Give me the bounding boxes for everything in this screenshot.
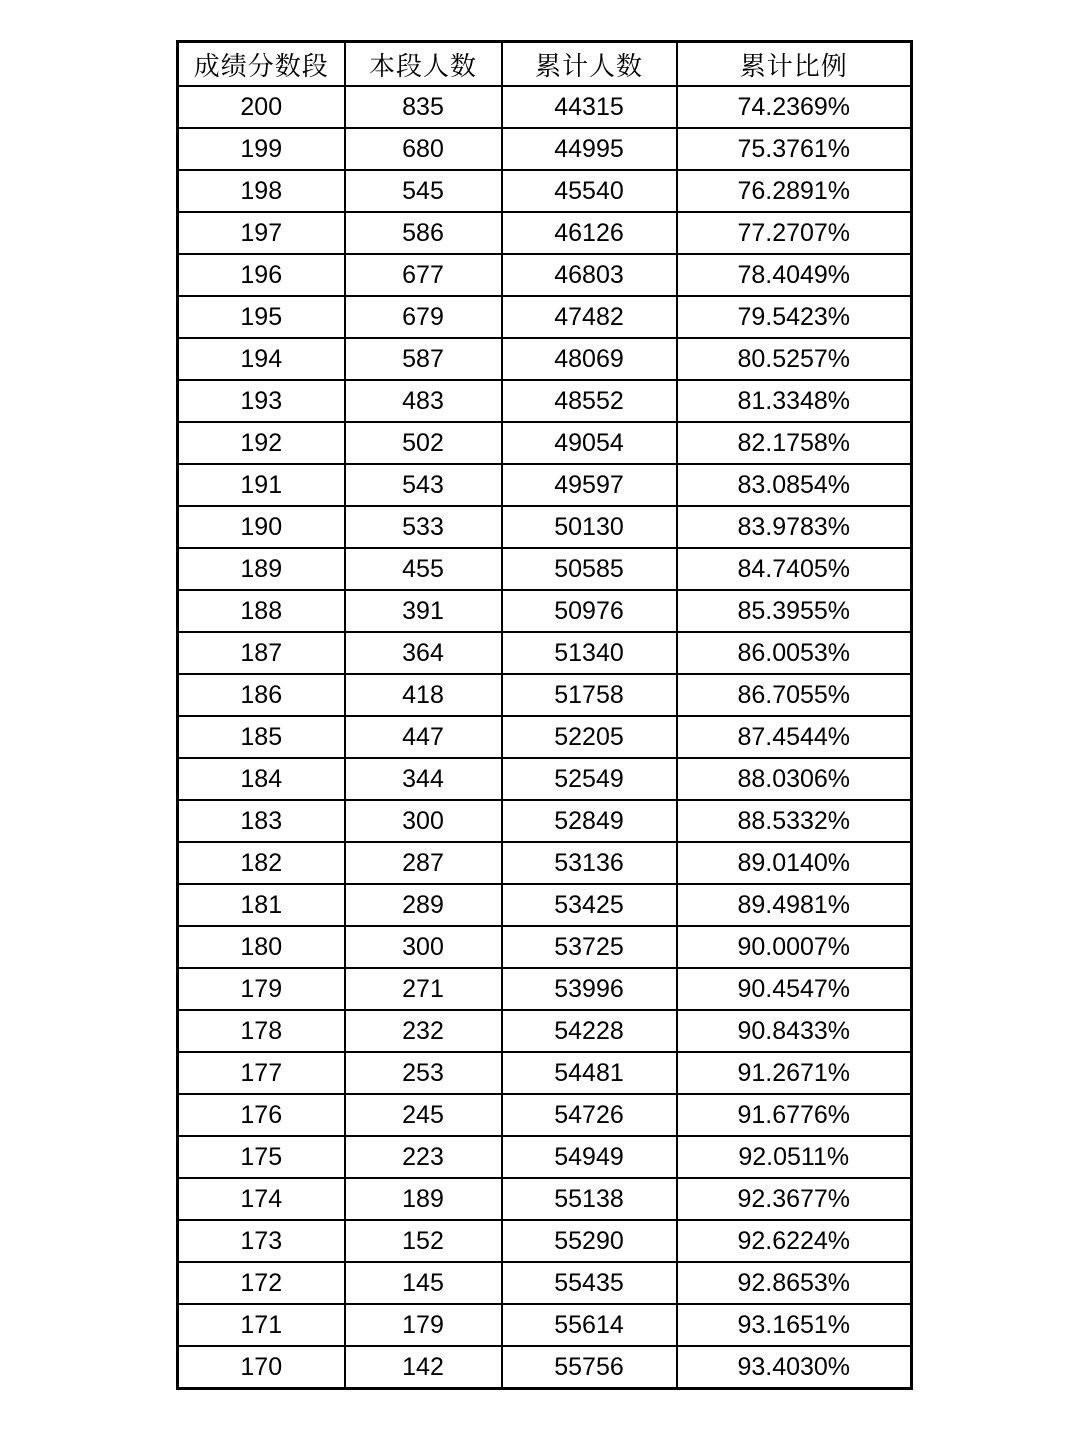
cell-score-segment: 199 <box>178 128 345 170</box>
cell-segment-count: 447 <box>345 716 502 758</box>
cell-segment-count: 245 <box>345 1094 502 1136</box>
cell-cumulative-percentage: 74.2369% <box>677 86 912 128</box>
table-row <box>178 1220 912 1262</box>
cell-segment-count: 483 <box>345 380 502 422</box>
cell-segment-count: 253 <box>345 1052 502 1094</box>
cell-segment-count: 502 <box>345 422 502 464</box>
table-row <box>178 212 912 254</box>
cell-cumulative-count: 46803 <box>502 254 677 296</box>
cell-cumulative-percentage: 92.0511% <box>677 1136 912 1178</box>
cell-score-segment: 181 <box>178 884 345 926</box>
table-row <box>178 170 912 212</box>
table-row <box>178 842 912 884</box>
cell-cumulative-count: 55435 <box>502 1262 677 1304</box>
cell-score-segment: 180 <box>178 926 345 968</box>
column-header-cumulative-count: 累计人数 <box>502 42 677 87</box>
cell-segment-count: 677 <box>345 254 502 296</box>
table-row <box>178 1346 912 1389</box>
cell-cumulative-count: 53725 <box>502 926 677 968</box>
cell-cumulative-percentage: 77.2707% <box>677 212 912 254</box>
cell-cumulative-percentage: 81.3348% <box>677 380 912 422</box>
cell-cumulative-count: 49597 <box>502 464 677 506</box>
cell-cumulative-percentage: 93.4030% <box>677 1346 912 1389</box>
table-row <box>178 800 912 842</box>
cell-cumulative-percentage: 75.3761% <box>677 128 912 170</box>
cell-segment-count: 289 <box>345 884 502 926</box>
cell-score-segment: 175 <box>178 1136 345 1178</box>
score-distribution-table <box>176 40 913 1390</box>
cell-score-segment: 195 <box>178 296 345 338</box>
cell-cumulative-count: 54726 <box>502 1094 677 1136</box>
table-row <box>178 1010 912 1052</box>
table-row <box>178 380 912 422</box>
cell-cumulative-percentage: 86.7055% <box>677 674 912 716</box>
cell-cumulative-percentage: 88.5332% <box>677 800 912 842</box>
cell-score-segment: 172 <box>178 1262 345 1304</box>
cell-score-segment: 185 <box>178 716 345 758</box>
cell-segment-count: 300 <box>345 800 502 842</box>
cell-score-segment: 177 <box>178 1052 345 1094</box>
cell-segment-count: 364 <box>345 632 502 674</box>
cell-segment-count: 152 <box>345 1220 502 1262</box>
cell-score-segment: 189 <box>178 548 345 590</box>
cell-segment-count: 543 <box>345 464 502 506</box>
cell-cumulative-count: 50976 <box>502 590 677 632</box>
cell-segment-count: 232 <box>345 1010 502 1052</box>
table-row <box>178 758 912 800</box>
cell-cumulative-percentage: 83.0854% <box>677 464 912 506</box>
cell-cumulative-percentage: 90.8433% <box>677 1010 912 1052</box>
cell-cumulative-count: 53136 <box>502 842 677 884</box>
cell-segment-count: 179 <box>345 1304 502 1346</box>
cell-cumulative-count: 52549 <box>502 758 677 800</box>
table-row <box>178 422 912 464</box>
cell-score-segment: 194 <box>178 338 345 380</box>
cell-score-segment: 190 <box>178 506 345 548</box>
table-row <box>178 1178 912 1220</box>
cell-cumulative-count: 50585 <box>502 548 677 590</box>
table-row <box>178 1304 912 1346</box>
cell-cumulative-percentage: 87.4544% <box>677 716 912 758</box>
cell-segment-count: 835 <box>345 86 502 128</box>
cell-segment-count: 223 <box>345 1136 502 1178</box>
cell-segment-count: 587 <box>345 338 502 380</box>
cell-segment-count: 189 <box>345 1178 502 1220</box>
cell-score-segment: 178 <box>178 1010 345 1052</box>
cell-cumulative-count: 44315 <box>502 86 677 128</box>
cell-score-segment: 176 <box>178 1094 345 1136</box>
cell-segment-count: 545 <box>345 170 502 212</box>
cell-cumulative-percentage: 90.4547% <box>677 968 912 1010</box>
cell-segment-count: 287 <box>345 842 502 884</box>
cell-cumulative-count: 48552 <box>502 380 677 422</box>
cell-score-segment: 192 <box>178 422 345 464</box>
cell-cumulative-count: 54228 <box>502 1010 677 1052</box>
cell-score-segment: 170 <box>178 1346 345 1389</box>
cell-segment-count: 586 <box>345 212 502 254</box>
table-row <box>178 506 912 548</box>
cell-cumulative-count: 53996 <box>502 968 677 1010</box>
cell-segment-count: 300 <box>345 926 502 968</box>
cell-cumulative-count: 53425 <box>502 884 677 926</box>
cell-segment-count: 145 <box>345 1262 502 1304</box>
cell-cumulative-percentage: 92.8653% <box>677 1262 912 1304</box>
cell-score-segment: 191 <box>178 464 345 506</box>
cell-cumulative-count: 54481 <box>502 1052 677 1094</box>
cell-cumulative-count: 55290 <box>502 1220 677 1262</box>
table-row <box>178 884 912 926</box>
cell-cumulative-percentage: 92.3677% <box>677 1178 912 1220</box>
cell-score-segment: 174 <box>178 1178 345 1220</box>
table-row <box>178 632 912 674</box>
table-row <box>178 590 912 632</box>
cell-segment-count: 142 <box>345 1346 502 1389</box>
table-row <box>178 926 912 968</box>
cell-cumulative-count: 55756 <box>502 1346 677 1389</box>
table-row <box>178 338 912 380</box>
cell-cumulative-percentage: 84.7405% <box>677 548 912 590</box>
cell-cumulative-percentage: 92.6224% <box>677 1220 912 1262</box>
table-row <box>178 1094 912 1136</box>
cell-cumulative-percentage: 76.2891% <box>677 170 912 212</box>
cell-segment-count: 344 <box>345 758 502 800</box>
cell-cumulative-count: 55138 <box>502 1178 677 1220</box>
cell-cumulative-percentage: 91.6776% <box>677 1094 912 1136</box>
table-row <box>178 1052 912 1094</box>
table-row <box>178 464 912 506</box>
cell-cumulative-count: 44995 <box>502 128 677 170</box>
cell-score-segment: 183 <box>178 800 345 842</box>
cell-segment-count: 533 <box>345 506 502 548</box>
cell-cumulative-count: 54949 <box>502 1136 677 1178</box>
cell-cumulative-percentage: 85.3955% <box>677 590 912 632</box>
cell-score-segment: 171 <box>178 1304 345 1346</box>
cell-cumulative-percentage: 78.4049% <box>677 254 912 296</box>
cell-score-segment: 186 <box>178 674 345 716</box>
cell-segment-count: 680 <box>345 128 502 170</box>
cell-segment-count: 455 <box>345 548 502 590</box>
cell-cumulative-count: 52849 <box>502 800 677 842</box>
cell-cumulative-count: 50130 <box>502 506 677 548</box>
cell-cumulative-count: 51340 <box>502 632 677 674</box>
table-row <box>178 674 912 716</box>
cell-segment-count: 679 <box>345 296 502 338</box>
cell-score-segment: 193 <box>178 380 345 422</box>
table-row <box>178 296 912 338</box>
table-row <box>178 968 912 1010</box>
cell-cumulative-percentage: 83.9783% <box>677 506 912 548</box>
cell-cumulative-count: 45540 <box>502 170 677 212</box>
cell-score-segment: 179 <box>178 968 345 1010</box>
table-row <box>178 1262 912 1304</box>
cell-cumulative-percentage: 90.0007% <box>677 926 912 968</box>
cell-score-segment: 200 <box>178 86 345 128</box>
table-body <box>178 86 912 1389</box>
header-row <box>178 42 912 87</box>
cell-score-segment: 187 <box>178 632 345 674</box>
cell-score-segment: 197 <box>178 212 345 254</box>
cell-segment-count: 391 <box>345 590 502 632</box>
table-row <box>178 716 912 758</box>
table-row <box>178 548 912 590</box>
table-row <box>178 254 912 296</box>
cell-score-segment: 173 <box>178 1220 345 1262</box>
cell-score-segment: 198 <box>178 170 345 212</box>
cell-cumulative-count: 52205 <box>502 716 677 758</box>
cell-score-segment: 184 <box>178 758 345 800</box>
cell-segment-count: 418 <box>345 674 502 716</box>
table-row <box>178 1136 912 1178</box>
cell-score-segment: 182 <box>178 842 345 884</box>
cell-cumulative-percentage: 82.1758% <box>677 422 912 464</box>
cell-cumulative-percentage: 86.0053% <box>677 632 912 674</box>
cell-score-segment: 196 <box>178 254 345 296</box>
cell-cumulative-count: 47482 <box>502 296 677 338</box>
table-row <box>178 86 912 128</box>
cell-cumulative-percentage: 93.1651% <box>677 1304 912 1346</box>
cell-cumulative-percentage: 80.5257% <box>677 338 912 380</box>
cell-cumulative-percentage: 89.0140% <box>677 842 912 884</box>
column-header-cumulative-percentage: 累计比例 <box>677 42 912 87</box>
cell-cumulative-percentage: 79.5423% <box>677 296 912 338</box>
cell-cumulative-count: 55614 <box>502 1304 677 1346</box>
column-header-segment-count: 本段人数 <box>345 42 502 87</box>
cell-segment-count: 271 <box>345 968 502 1010</box>
cell-score-segment: 188 <box>178 590 345 632</box>
column-header-score-segment: 成绩分数段 <box>178 42 345 87</box>
table-row <box>178 128 912 170</box>
cell-cumulative-count: 46126 <box>502 212 677 254</box>
cell-cumulative-count: 48069 <box>502 338 677 380</box>
cell-cumulative-percentage: 91.2671% <box>677 1052 912 1094</box>
cell-cumulative-count: 51758 <box>502 674 677 716</box>
cell-cumulative-percentage: 88.0306% <box>677 758 912 800</box>
cell-cumulative-percentage: 89.4981% <box>677 884 912 926</box>
cell-cumulative-count: 49054 <box>502 422 677 464</box>
